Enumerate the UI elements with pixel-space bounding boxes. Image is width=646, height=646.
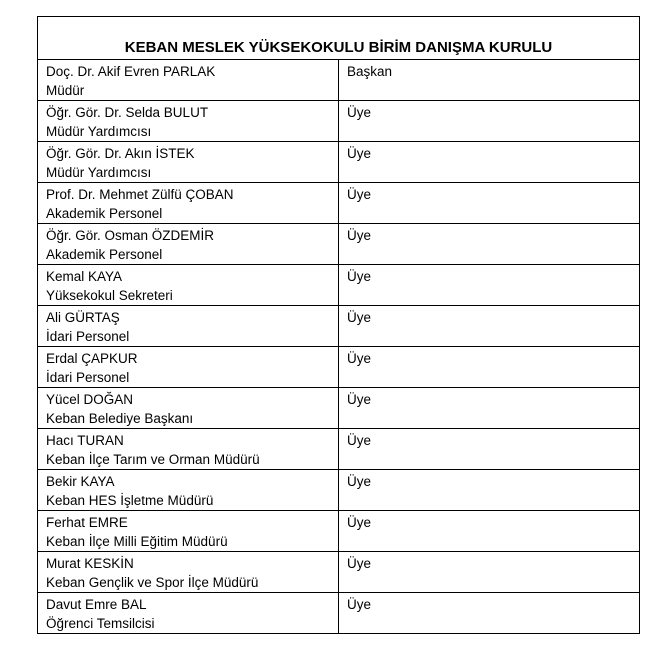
member-name: Prof. Dr. Mehmet Zülfü ÇOBAN [46,187,234,202]
member-role: Üye [347,146,372,161]
member-role: Başkan [347,64,393,79]
member-position: İdari Personel [46,329,130,344]
member-role: Üye [347,269,372,284]
member-position: Öğrenci Temsilcisi [46,616,155,631]
member-name: Bekir KAYA [46,474,115,489]
advisory-board-body [38,17,640,634]
member-cell [38,511,339,552]
member-cell [38,552,339,593]
member-role: Üye [347,392,372,407]
member-position: Keban İlçe Tarım ve Orman Müdürü [46,452,260,467]
table-row [38,265,640,306]
member-name: Murat KESKİN [46,556,134,571]
table-title-cell [38,17,640,60]
member-cell [38,142,339,183]
member-role: Üye [347,556,372,571]
member-cell [38,347,339,388]
member-cell [38,183,339,224]
member-role: Üye [347,474,372,489]
member-name: Ferhat EMRE [46,515,128,530]
member-position: Müdür Yardımcısı [46,124,152,139]
member-role: Üye [347,515,372,530]
title-row [38,17,640,60]
member-role: Üye [347,105,372,120]
member-role: Üye [347,597,372,612]
member-position: Keban HES İşletme Müdürü [46,493,214,508]
member-name: Kemal KAYA [46,269,123,284]
role-cell [339,552,640,593]
table-row [38,470,640,511]
table-row [38,306,640,347]
role-cell [339,306,640,347]
role-cell [339,388,640,429]
table-row [38,60,640,101]
member-position: İdari Personel [46,370,130,385]
role-cell [339,224,640,265]
member-cell [38,388,339,429]
table-row [38,101,640,142]
table-row [38,388,640,429]
member-position: Yüksekokul Sekreteri [46,288,173,303]
member-role: Üye [347,433,372,448]
member-role: Üye [347,187,372,202]
member-name: Öğr. Gör. Osman ÖZDEMİR [46,228,215,243]
member-position: Keban Belediye Başkanı [46,411,194,426]
member-position: Akademik Personel [46,247,163,262]
role-cell [339,593,640,634]
role-cell [339,470,640,511]
table-row [38,429,640,470]
member-cell [38,101,339,142]
table-row [38,224,640,265]
member-name: Davut Emre BAL [46,597,147,612]
table-row [38,142,640,183]
role-cell [339,101,640,142]
role-cell [339,142,640,183]
role-cell [339,60,640,101]
member-cell [38,470,339,511]
role-cell [339,347,640,388]
member-role: Üye [347,228,372,243]
member-role: Üye [347,310,372,325]
member-position: Müdür Yardımcısı [46,165,152,180]
member-name: Doç. Dr. Akif Evren PARLAK [46,64,216,79]
table-row [38,511,640,552]
role-cell [339,183,640,224]
role-cell [339,429,640,470]
member-position: Keban İlçe Milli Eğitim Müdürü [46,534,228,549]
role-cell [339,511,640,552]
advisory-board-table [37,16,640,634]
role-cell [339,265,640,306]
member-position: Keban Gençlik ve Spor İlçe Müdürü [46,575,259,590]
table-row [38,347,640,388]
member-name: Erdal ÇAPKUR [46,351,138,366]
member-name: Öğr. Gör. Dr. Selda BULUT [46,105,209,120]
member-cell [38,60,339,101]
member-name: Yücel DOĞAN [46,392,134,407]
member-name: Öğr. Gör. Dr. Akın İSTEK [46,146,195,161]
member-cell [38,593,339,634]
member-cell [38,265,339,306]
member-cell [38,224,339,265]
member-cell [38,306,339,347]
table-title: KEBAN MESLEK YÜKSEKOKULU BİRİM DANIŞMA KURULU [124,39,553,56]
table-row [38,552,640,593]
table-row [38,593,640,634]
member-cell [38,429,339,470]
table-row [38,183,640,224]
member-position: Akademik Personel [46,206,163,221]
member-position: Müdür [46,83,85,98]
member-name: Ali GÜRTAŞ [46,310,120,325]
member-role: Üye [347,351,372,366]
member-name: Hacı TURAN [46,433,124,448]
